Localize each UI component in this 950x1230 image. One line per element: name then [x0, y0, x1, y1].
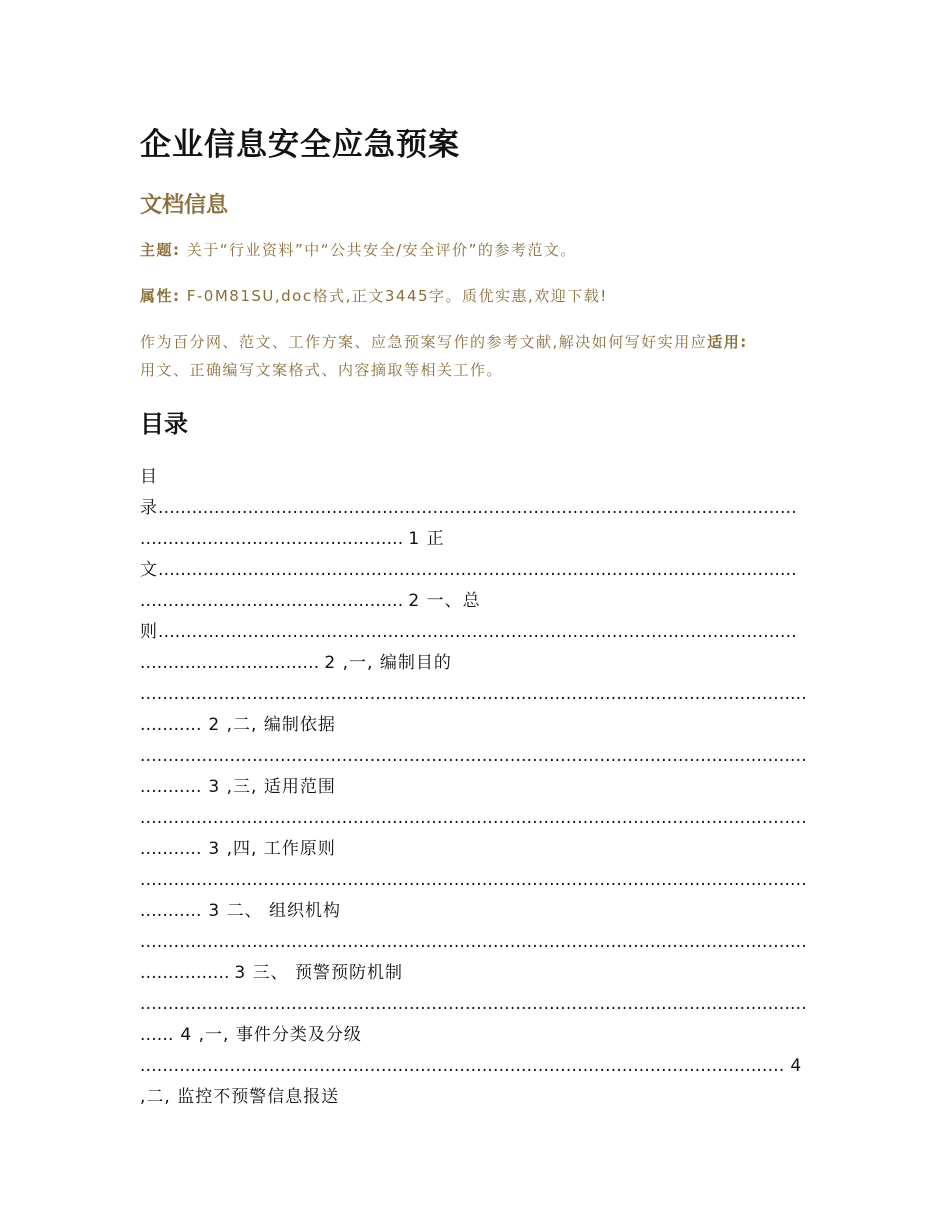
- toc-leader-dots: [140, 772, 202, 803]
- toc-leader-dots: [140, 803, 806, 834]
- usage-label: 适用:: [707, 333, 748, 351]
- toc-line: [140, 958, 806, 989]
- toc-text: 3 ,四, 工作原则: [208, 839, 336, 859]
- toc-line: [140, 462, 806, 493]
- toc-text: 2 一、总: [408, 591, 481, 611]
- props-line: [140, 282, 806, 310]
- toc-text: 1 正: [408, 529, 445, 549]
- toc-line: [140, 679, 806, 710]
- toc-leader-dots: [140, 896, 202, 927]
- subject-label: 主题:: [140, 241, 181, 259]
- toc-leader-dots: [140, 865, 806, 896]
- props-label: 属性:: [140, 287, 181, 305]
- toc-text: 2 ,二, 编制依据: [208, 715, 336, 735]
- usage-text-1: 作为百分网、范文、工作方案、应急预案写作的参考文献,解决如何写好实用应: [140, 333, 708, 351]
- toc-line: [140, 586, 806, 617]
- toc-text: 则: [140, 622, 158, 642]
- toc-line: [140, 865, 806, 896]
- subject-line: [140, 236, 806, 264]
- props-text: F-0M81SU,doc格式,正文3445字。质优实惠,欢迎下载!: [180, 287, 608, 305]
- toc-leader-dots: [140, 927, 806, 958]
- toc-list: [140, 462, 806, 1113]
- toc-heading: 目录: [140, 410, 188, 438]
- toc-line: [140, 648, 806, 679]
- toc-leader-dots: [140, 989, 806, 1020]
- toc-line: [140, 617, 806, 648]
- toc-text: 3 三、 预警预防机制: [234, 963, 404, 983]
- toc-leader-dots: [140, 586, 402, 617]
- toc-leader-dots: [158, 555, 798, 586]
- toc-line: [140, 803, 806, 834]
- toc-line: [140, 772, 806, 803]
- toc-line: [140, 493, 806, 524]
- doc-info-heading: 文档信息: [140, 193, 229, 218]
- toc-text: 4 ,一, 事件分类及分级: [180, 1025, 362, 1045]
- toc-line: [140, 927, 806, 958]
- toc-line: [140, 989, 806, 1020]
- toc-leader-dots: [140, 679, 806, 710]
- toc-line: [140, 896, 806, 927]
- document-content: [140, 120, 806, 1113]
- toc-line: [140, 1020, 806, 1051]
- toc-text: 录: [140, 498, 158, 518]
- toc-text: 4: [790, 1056, 803, 1076]
- toc-line: [140, 1082, 806, 1113]
- toc-text: 2 ,一, 编制目的: [324, 653, 452, 673]
- toc-leader-dots: [140, 834, 202, 865]
- toc-line: [140, 524, 806, 555]
- toc-line: [140, 710, 806, 741]
- toc-line: [140, 555, 806, 586]
- toc-leader-dots: [140, 1020, 174, 1051]
- toc-leader-dots: [158, 493, 798, 524]
- toc-leader-dots: [140, 1051, 784, 1082]
- toc-leader-dots: [140, 648, 318, 679]
- usage-line: [140, 328, 806, 384]
- toc-line: [140, 741, 806, 772]
- toc-leader-dots: [140, 710, 202, 741]
- toc-leader-dots: [140, 524, 402, 555]
- toc-line: [140, 1051, 806, 1082]
- toc-text: 文: [140, 560, 158, 580]
- toc-leader-dots: [140, 958, 228, 989]
- toc-text: 目: [140, 467, 158, 487]
- subject-text: 关于“行业资料”中“公共安全/安全评价”的参考范文。: [180, 241, 577, 259]
- page-title: 企业信息安全应急预案: [140, 127, 460, 163]
- toc-text: 3 ,三, 适用范围: [208, 777, 336, 797]
- toc-text: 3 二、 组织机构: [208, 901, 342, 921]
- toc-leader-dots: [140, 741, 806, 772]
- usage-text-2: 用文、正确编写文案格式、内容摘取等相关工作。: [140, 361, 504, 379]
- toc-line: [140, 834, 806, 865]
- toc-leader-dots: [158, 617, 798, 648]
- toc-text: ,二, 监控不预警信息报送: [140, 1087, 340, 1107]
